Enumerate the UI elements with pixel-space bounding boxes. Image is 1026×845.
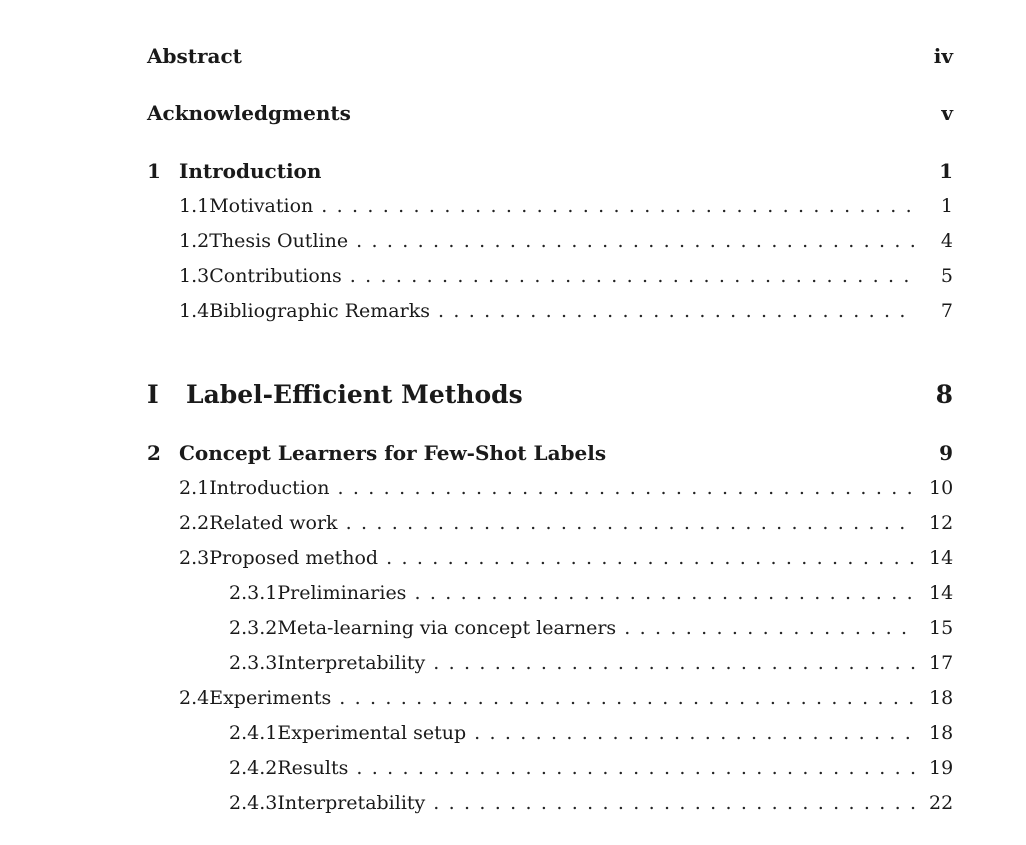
- toc-entry-page: 9: [939, 441, 953, 465]
- toc-section-number: 1.1: [179, 195, 210, 217]
- toc-chapter-title: Introduction: [179, 159, 322, 183]
- toc-entry-page: 10: [929, 477, 954, 499]
- toc-section-number: 1.4: [179, 300, 210, 322]
- toc-section-title: Experiments: [209, 687, 332, 709]
- toc-subsection-2-4-2[interactable]: [229, 757, 953, 779]
- toc-subsection-title: Interpretability: [277, 792, 426, 814]
- toc-section-number: 1.2: [179, 230, 210, 252]
- dot-leader: [350, 265, 915, 287]
- toc-section-1-4[interactable]: [179, 300, 953, 322]
- toc-section-title: Contributions: [209, 265, 342, 287]
- toc-subsection-2-3-1[interactable]: [229, 582, 953, 604]
- toc-entry-page: 22: [929, 792, 954, 814]
- toc-subsection-number: 2.4.1: [229, 722, 278, 744]
- toc-section-1-3[interactable]: [179, 265, 953, 287]
- toc-section-2-3[interactable]: [179, 547, 953, 569]
- toc-section-1-2[interactable]: [179, 230, 953, 252]
- toc-section-title: Introduction: [209, 477, 330, 499]
- toc-entry-page: 19: [929, 757, 954, 779]
- dot-leader: [474, 722, 915, 744]
- dot-leader: [624, 617, 915, 639]
- toc-section-number: 2.3: [179, 547, 210, 569]
- toc-subsection-title: Preliminaries: [277, 582, 407, 604]
- toc-chapter-title: Concept Learners for Few-Shot Labels: [179, 441, 607, 465]
- toc-chapter-2[interactable]: [147, 441, 953, 465]
- toc-section-title: Related work: [209, 512, 338, 534]
- dot-leader: [433, 792, 915, 814]
- toc-subsection-2-3-2[interactable]: [229, 617, 953, 639]
- toc-subsection-title: Meta-learning via concept learners: [277, 617, 617, 639]
- toc-subsection-number: 2.3.1: [229, 582, 278, 604]
- toc-entry-page: v: [941, 101, 953, 125]
- toc-entry-page: 15: [929, 617, 954, 639]
- toc-section-number: 2.2: [179, 512, 210, 534]
- dot-leader: [433, 652, 915, 674]
- toc-subsection-number: 2.4.3: [229, 792, 278, 814]
- toc-section-number: 2.1: [179, 477, 210, 499]
- toc-entry-page: 18: [929, 687, 954, 709]
- toc-section-number: 1.3: [179, 265, 210, 287]
- toc-subsection-2-4-1[interactable]: [229, 722, 953, 744]
- toc-section-title: Motivation: [209, 195, 314, 217]
- dot-leader: [414, 582, 915, 604]
- dot-leader: [356, 230, 915, 252]
- toc-entry-page: 18: [929, 722, 954, 744]
- toc-part-1[interactable]: [147, 380, 953, 409]
- toc-entry-abstract[interactable]: [147, 44, 953, 68]
- toc-section-1-1[interactable]: [179, 195, 953, 217]
- toc-section-number: 2.4: [179, 687, 210, 709]
- toc-subsection-title: Interpretability: [277, 652, 426, 674]
- dot-leader: [321, 195, 915, 217]
- toc-section-2-4[interactable]: [179, 687, 953, 709]
- toc-entry-page: 1: [940, 195, 953, 217]
- toc-entry-page: 8: [935, 380, 953, 409]
- toc-section-title: Proposed method: [209, 547, 379, 569]
- toc-part-number: I: [147, 380, 159, 409]
- toc-entry-page: iv: [933, 44, 953, 68]
- toc-chapter-number: 1: [147, 159, 161, 183]
- dot-leader: [438, 300, 915, 322]
- toc-entry-page: 1: [939, 159, 953, 183]
- toc-entry-title: Acknowledgments: [147, 101, 351, 125]
- toc-entry-page: 14: [929, 547, 954, 569]
- dot-leader: [386, 547, 915, 569]
- toc-part-title: Label-Efficient Methods: [186, 380, 523, 409]
- toc-section-2-1[interactable]: [179, 477, 953, 499]
- dot-leader: [356, 757, 915, 779]
- toc-section-title: Bibliographic Remarks: [209, 300, 430, 322]
- toc-section-title: Thesis Outline: [209, 230, 349, 252]
- toc-subsection-title: Experimental setup: [277, 722, 467, 744]
- toc-entry-page: 4: [940, 230, 953, 252]
- dot-leader: [339, 687, 915, 709]
- toc-subsection-2-4-3[interactable]: [229, 792, 953, 814]
- toc-entry-title: Abstract: [147, 44, 242, 68]
- toc-entry-page: 12: [929, 512, 954, 534]
- toc-entry-acknowledgments[interactable]: [147, 101, 953, 125]
- dot-leader: [338, 477, 915, 499]
- toc-section-2-2[interactable]: [179, 512, 953, 534]
- toc-subsection-number: 2.3.3: [229, 652, 278, 674]
- toc-chapter-number: 2: [147, 441, 161, 465]
- toc-entry-page: 17: [929, 652, 954, 674]
- toc-chapter-1[interactable]: [147, 159, 953, 183]
- toc-subsection-2-3-3[interactable]: [229, 652, 953, 674]
- toc-subsection-title: Results: [277, 757, 349, 779]
- toc-entry-page: 14: [929, 582, 954, 604]
- toc-entry-page: 7: [940, 300, 953, 322]
- toc-subsection-number: 2.3.2: [229, 617, 278, 639]
- dot-leader: [346, 512, 915, 534]
- toc-subsection-number: 2.4.2: [229, 757, 278, 779]
- toc-entry-page: 5: [940, 265, 953, 287]
